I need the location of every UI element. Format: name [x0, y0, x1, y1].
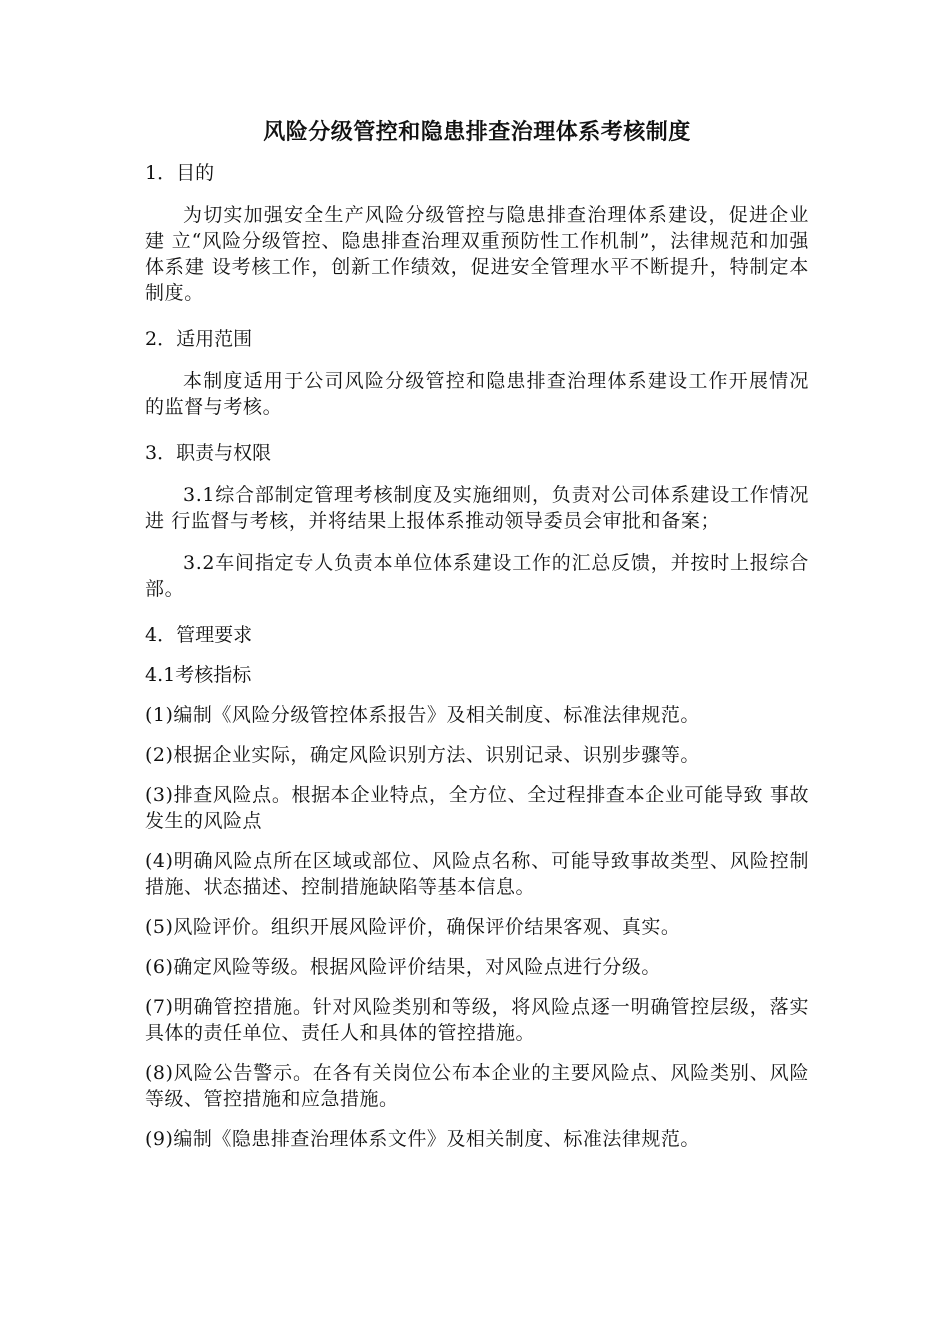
list-item: (5)风险评价。组织开展风险评价，确保评价结果客观、真实。	[145, 916, 681, 938]
section-heading-purpose: 1．目的	[145, 162, 215, 184]
subsection-heading-indicators: 4.1考核指标	[145, 664, 252, 686]
list-item: (2)根据企业实际，确定风险识别方法、识别记录、识别步骤等。	[145, 744, 700, 766]
list-item: (8)风险公告警示。在各有关岗位公布本企业的主要风险点、风险类别、风险等级、管控措施和应急措施。	[145, 1062, 809, 1110]
section-paragraph: 3.2车间指定专人负责本单位体系建设工作的汇总反馈，并按时上报综合部。	[145, 552, 809, 600]
section-paragraph: 为切实加强安全生产风险分级管控与隐患排查治理体系建设，促进企业建 立“风险分级管控、隐患排查治理双重预防性工作机制”，法律规范和加强体系建 设考核工作，创新工作绩效，促进安全管理水平不断提升，特制定本制度。	[145, 204, 809, 304]
section-paragraph: 3.1综合部制定管理考核制度及实施细则，负责对公司体系建设工作情况进 行监督与考核，并将结果上报体系推动领导委员会审批和备案；	[145, 484, 809, 532]
document-title: 风险分级管控和隐患排查治理体系考核制度	[263, 119, 691, 145]
section-paragraph: 本制度适用于公司风险分级管控和隐患排查治理体系建设工作开展情况的监督与考核。	[145, 370, 809, 418]
list-item: (7)明确管控措施。针对风险类别和等级，将风险点逐一明确管控层级，落实具体的责任单位、责任人和具体的管控措施。	[145, 996, 809, 1044]
list-item: (1)编制《风险分级管控体系报告》及相关制度、标准法律规范。	[145, 704, 700, 726]
section-heading-scope: 2．适用范围	[145, 328, 253, 350]
list-item: (4)明确风险点所在区域或部位、风险点名称、可能导致事故类型、风险控制措施、状态描述、控制措施缺陷等基本信息。	[145, 850, 809, 898]
document-page	[145, 116, 809, 1152]
list-item: (6)确定风险等级。根据风险评价结果，对风险点进行分级。	[145, 956, 661, 978]
list-item: (3)排查风险点。根据本企业特点，全方位、全过程排查本企业可能导致 事故发生的风险点	[145, 784, 809, 832]
list-item: (9)编制《隐患排查治理体系文件》及相关制度、标准法律规范。	[145, 1128, 700, 1150]
section-heading-management: 4．管理要求	[145, 624, 253, 646]
section-heading-responsibilities: 3．职责与权限	[145, 442, 272, 464]
